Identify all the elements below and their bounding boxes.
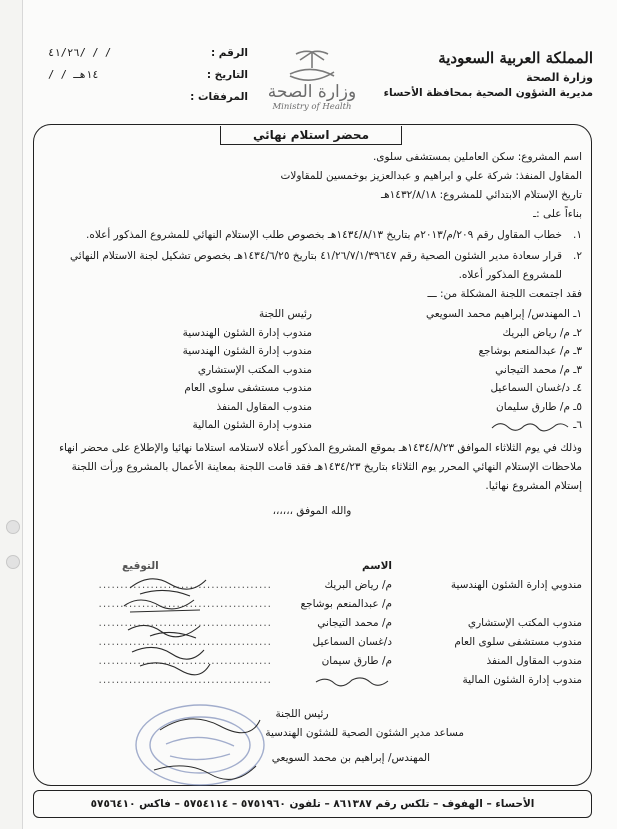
member-role: مندوب المكتب الإستشاري <box>197 363 312 376</box>
signature-line: ........................................ <box>98 598 272 610</box>
member-name: ٥ـ م/ طارق سليمان <box>496 400 582 413</box>
closing-phrase: والله الموفق ،،،،،، <box>272 504 352 517</box>
signatory-role: مندوب مستشفى سلوى العام <box>454 636 582 648</box>
member-name: ١ـ المهندس/ إبراهيم محمد السويعي <box>425 308 582 320</box>
handover-date: تاريخ الإستلام الابتدائي للمشروع: ١٤٣٢/٨/١٨هـ <box>381 189 582 201</box>
date-label: التاريخ : <box>206 69 248 81</box>
based-on-label: بناءاً على :ـ <box>533 208 582 220</box>
committee-member <box>42 324 582 343</box>
committee-member <box>42 379 582 398</box>
footer-contact: الأحساء – الهفوف – تلكس رقم ٨٦١٣٨٧ – تلفون ٥٧٥١٩٦٠ – ٥٧٥٤١١٤ – فاكس ٥٧٥٦٤١٠ <box>33 790 592 818</box>
ministry-name: وزارة الصحة <box>526 71 593 84</box>
ref-value: ٤١/٢٦/ / / <box>48 47 112 59</box>
punch-hole <box>6 555 20 569</box>
chairman-name: المهندس/ إبراهيم بن محمد السويعي <box>271 752 430 764</box>
date-value: / / ١٤هـ <box>48 69 99 81</box>
ref-label: الرقم : <box>210 47 248 59</box>
palm-swords-icon <box>282 48 342 82</box>
signatory-role <box>392 595 582 614</box>
committee-member <box>42 305 582 324</box>
document-title: محضر استلام نهائي <box>220 126 402 145</box>
reference-block <box>48 42 248 108</box>
member-role: مندوب إدارة الشئون المالية <box>192 419 312 431</box>
committee-intro: فقد اجتمعت اللجنة المشكلة من: ـــ <box>427 288 582 300</box>
item-text: خطاب المقاول رقم ٢٠٩/م/٢٠١٣م بتاريخ ١٤٣٤/٨/١٣هـ بخصوص طلب الإستلام النهائي للمشروع المذكور أعلاه. <box>86 229 562 241</box>
signatory-name: م/ رياض البريك <box>324 579 392 591</box>
signatory-role: مندوب إدارة الشئون المالية <box>462 674 582 686</box>
member-role: مندوب مستشفى سلوى العام <box>184 382 312 394</box>
role-column-header <box>392 557 582 576</box>
chairman-title: رئيس اللجنة <box>275 708 329 720</box>
letterhead-right <box>383 48 593 101</box>
contractor-name: المقاول المنفذ: شركة علي و ابراهيم و عبدالعزيز بوخمسين للمقاولات <box>280 170 582 182</box>
handwritten-signatures-icon <box>110 566 220 686</box>
committee-member <box>42 416 582 435</box>
member-role: مندوب إدارة الشئون الهندسية <box>182 326 312 339</box>
handwritten-name-icon <box>490 418 570 432</box>
signature-line: ........................................ <box>98 655 272 667</box>
signatory-name: م/ عبدالمنعم بوشاجع <box>300 598 392 610</box>
attachments-label: المرفقات : <box>190 91 248 103</box>
signatory-name <box>272 671 392 690</box>
name-column-header: الاسم <box>362 560 392 572</box>
member-name: ٢ـ م/ رياض البريك <box>502 326 582 339</box>
handwritten-name-icon <box>312 673 392 687</box>
member-number: ٦ـ <box>573 419 582 431</box>
member-role: مندوب المقاول المنفذ <box>216 400 312 413</box>
member-name: ٣ـ م/ عبدالمنعم بوشاجع <box>478 345 582 357</box>
meeting-paragraph: وذلك في يوم الثلاثاء الموافق ١٤٣٤/٨/٢٣هـ بموقع المشروع المذكور أعلاه لاستلامه استلاما نهائيا والإطلاع على محضر انهاء ملاحظات الإستلام النهائي المحرر يوم الثلاثاء بتاريخ ١٤٣٤/٢٣هـ فقد قامت اللجنة بمعاينة الأعمال بالمشروع ورأت اللجنة إستلام المشروع نهائيا. <box>59 441 582 492</box>
signatory-name: د/غسان السماعيل <box>312 636 392 648</box>
signature-line: ........................................ <box>98 636 272 648</box>
signatory-name: م/ محمد التيجاني <box>317 617 392 629</box>
committee-member <box>42 361 582 380</box>
document-body <box>42 148 582 521</box>
signatory-role: مندوبي إدارة الشئون الهندسية <box>450 579 582 591</box>
date-row <box>48 64 248 86</box>
directorate-name: مديرية الشؤون الصحية بمحافظة الأحساء <box>383 87 593 99</box>
kingdom-name: المملكة العربية السعودية <box>438 49 593 67</box>
chairman-block <box>42 705 582 768</box>
committee-member <box>42 342 582 361</box>
chairman-subtitle: مساعد مدير الشئون الصحية للشئون الهندسية <box>265 727 464 739</box>
signatory-role: مندوب المكتب الإستشاري <box>467 617 582 629</box>
committee-member <box>42 398 582 417</box>
punch-hole <box>6 520 20 534</box>
signatory-name: م/ طارق سيمان <box>321 655 392 667</box>
official-stamp-icon <box>130 700 270 790</box>
member-name: ٣ـ م/ محمد التيجاني <box>495 363 582 376</box>
attachments-row <box>48 86 248 108</box>
committee-list <box>42 305 582 435</box>
member-role: مندوب إدارة الشئون الهندسية <box>182 345 312 357</box>
reference-item <box>42 247 582 285</box>
reference-item <box>42 226 582 245</box>
member-role: رئيس اللجنة <box>258 308 312 320</box>
reference-row <box>48 42 248 64</box>
ministry-logo <box>252 48 372 113</box>
signature-line: ........................................ <box>98 674 272 686</box>
logo-arabic-text: وزارة الصحة <box>267 82 357 102</box>
binder-edge <box>0 0 23 829</box>
item-number: ١. <box>573 229 582 241</box>
item-number: ٢. <box>573 250 582 262</box>
member-name: ٤ـ د/غسان السماعيل <box>490 382 582 394</box>
signature-line: ........................................ <box>98 579 272 591</box>
logo-english-text: Ministry of Health <box>272 102 352 112</box>
sign-column-header: التوقيع <box>122 560 159 572</box>
signature-line: ........................................ <box>98 617 272 629</box>
item-text: قرار سعادة مدير الشئون الصحية رقم ٤١/٢٦/٧/١/٣٩٦٤٧ بتاريخ ١٤٣٤/٦/٢٥هـ بخصوص تشكيل لجنة الاستلام النهائي للمشروع المذكور أعلاه. <box>70 250 562 281</box>
member-name <box>312 416 582 435</box>
project-name: اسم المشروع: سكن العاملين بمستشفى سلوى. <box>372 151 582 163</box>
signatory-role: مندوب المقاول المنفذ <box>486 655 582 667</box>
